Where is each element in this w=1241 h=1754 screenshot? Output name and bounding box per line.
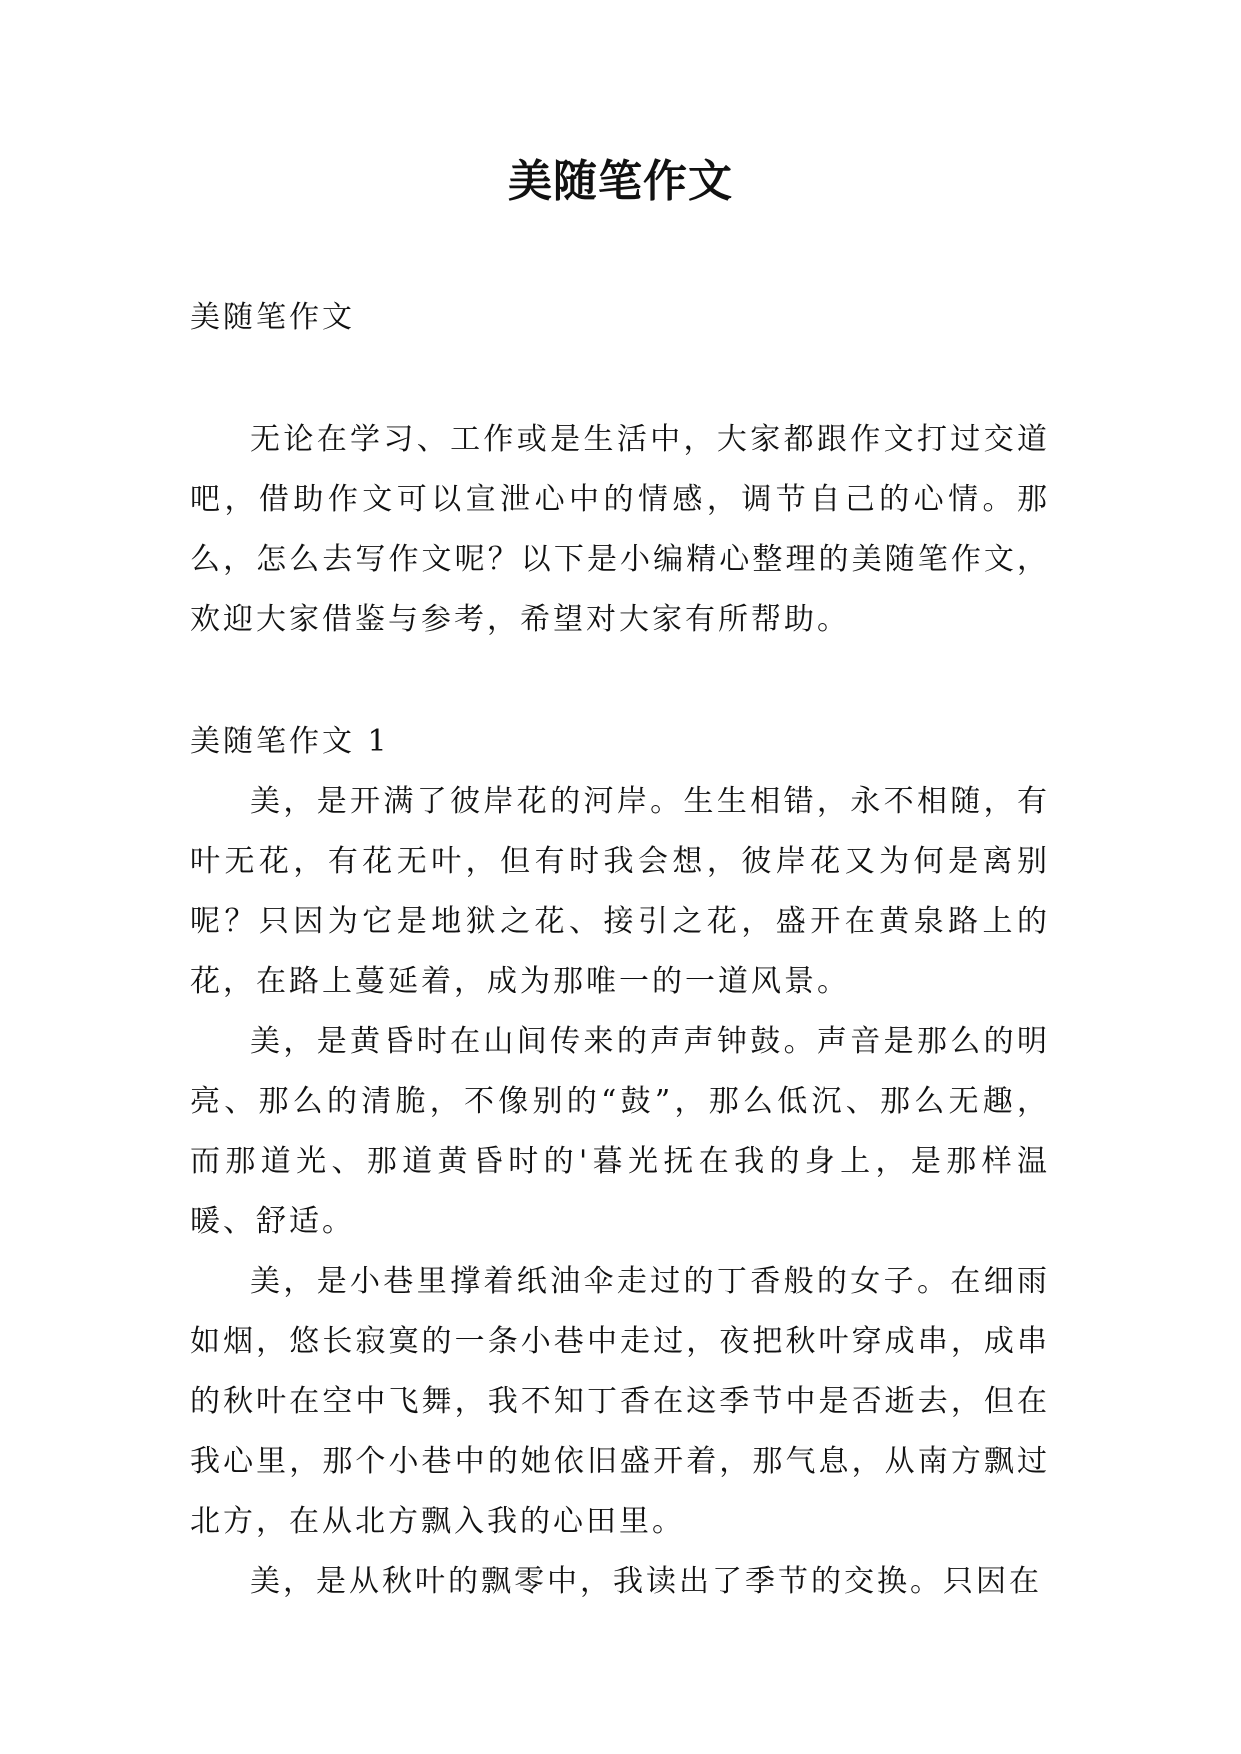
body-paragraph-1: 美，是开满了彼岸花的河岸。生生相错，永不相随，有叶无花，有花无叶，但有时我会想，彼岸花又为何是离别呢？只因为它是地狱之花、接引之花，盛开在黄泉路上的花，在路上蔓延着，成为那唯一的一道风景。 [190,784,1050,999]
body-paragraph-3: 美，是小巷里撑着纸油伞走过的丁香般的女子。在细雨如烟，悠长寂寞的一条小巷中走过，夜把秋叶穿成串，成串的秋叶在空中飞舞，我不知丁香在这季节中是否逝去，但在我心里，那个小巷中的她依旧盛开着，那气息，从南方飘过北方，在从北方飘入我的心田里。 [190,1264,1050,1539]
intro-paragraph: 无论在学习、工作或是生活中，大家都跟作文打过交道吧，借助作文可以宣泄心中的情感，调节自己的心情。那么，怎么去写作文呢？以下是小编精心整理的美随笔作文，欢迎大家借鉴与参考，希望对大家有所帮助。 [190,422,1050,637]
body-paragraph-4: 美，是从秋叶的飘零中，我读出了季节的交换。只因在 [250,1564,1042,1599]
body-paragraph-2: 美，是黄昏时在山间传来的声声钟鼓。声音是那么的明亮、那么的清脆，不像别的“鼓”，那么低沉、那么无趣，而那道光、那道黄昏时的'暮光抚在我的身上，是那样温暖、舒适。 [190,1024,1050,1239]
document-body [190,288,1050,1612]
section-heading: 美随笔作文 1 [190,724,390,759]
document-subtitle: 美随笔作文 [190,300,355,335]
spacer [190,348,1050,410]
document-title: 美随笔作文 [508,156,733,207]
spacer [190,650,1050,712]
